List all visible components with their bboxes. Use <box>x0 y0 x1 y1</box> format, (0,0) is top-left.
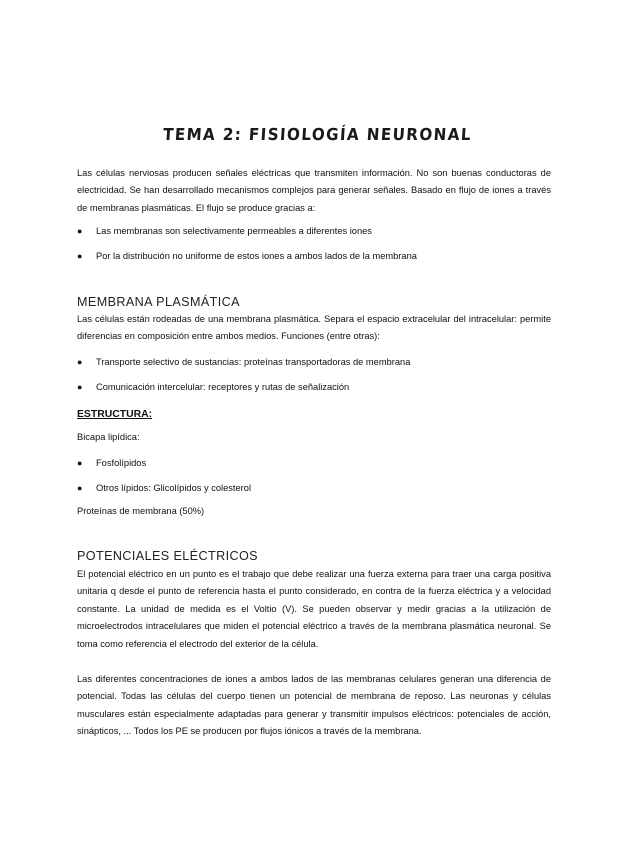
list-item <box>77 456 551 470</box>
section-heading-potenciales: POTENCIALES ELÉCTRICOS <box>77 549 258 563</box>
bullet-icon: ● <box>77 357 83 367</box>
list-item <box>77 224 551 238</box>
bullet-icon: ● <box>77 226 83 236</box>
list-item-text: Las membranas son selectivamente permeables a diferentes iones <box>96 226 372 236</box>
proteinas-label: Proteínas de membrana (50%) <box>77 506 205 516</box>
list-item-text: Transporte selectivo de sustancias: proteínas transportadoras de membrana <box>96 357 411 367</box>
list-item-text: Por la distribución no uniforme de estos iones a ambos lados de la membrana <box>96 251 417 261</box>
list-item <box>77 355 551 369</box>
potenciales-paragraph-2: Las diferentes concentraciones de iones a ambos lados de las membranas celulares generan una diferencia de potencial. Todas las células del cuerpo tienen un potencial de membrana de reposo. Las neuronas y células musculares están especialmente adaptadas para generar y transmitir impulsos eléctricos: potenciales de acción, sinápticos, ... Todos los PE se producen por flujos iónicos a través de la membrana. <box>77 674 551 737</box>
list-item-text: Otros lípidos: Glicolípidos y colesterol <box>96 483 252 493</box>
list-item-text: Comunicación intercelular: receptores y rutas de señalización <box>96 382 350 392</box>
bullet-icon: ● <box>77 483 83 493</box>
bullet-icon: ● <box>77 382 83 392</box>
list-item <box>77 249 551 263</box>
subheading-estructura: ESTRUCTURA: <box>77 409 153 420</box>
membrana-paragraph: Las células están rodeadas de una membrana plasmática. Separa el espacio extracelular del intracelular: permite diferencias en composición entre ambos medios. Funciones (entre otras): <box>77 314 551 342</box>
list-item-text: Fosfolípidos <box>96 458 147 468</box>
potenciales-paragraph-1: El potencial eléctrico en un punto es el trabajo que debe realizar una fuerza externa para traer una carga positiva unitaria q desde el punto de referencia hasta el punto considerado, en contra de la fuerza eléctrica y a velocidad constante. La unidad de medida es el Voltio (V). Se pueden observar y medir gracias a la utilización de microelectrodos intracelulares que miden el potencial eléctrico a través de la membrana plasmática neuronal. Se toma como referencia el electrodo del exterior de la célula. <box>77 569 551 649</box>
bullet-icon: ● <box>77 251 83 261</box>
list-item <box>77 481 551 495</box>
list-item <box>77 380 551 394</box>
page-title: TEMA 2: FISIOLOGÍA NEURONAL <box>162 125 473 145</box>
intro-paragraph: Las células nerviosas producen señales eléctricas que transmiten información. No son buenas conductoras de electricidad. Se han desarrollado mecanismos complejos para generar señales. Basado en flujo de iones a través de membranas plasmáticas. El flujo se produce gracias a: <box>77 168 551 213</box>
bullet-icon: ● <box>77 458 83 468</box>
bicapa-label: Bicapa lipídica: <box>77 432 140 442</box>
section-heading-membrana: MEMBRANA PLASMÁTICA <box>77 295 240 309</box>
